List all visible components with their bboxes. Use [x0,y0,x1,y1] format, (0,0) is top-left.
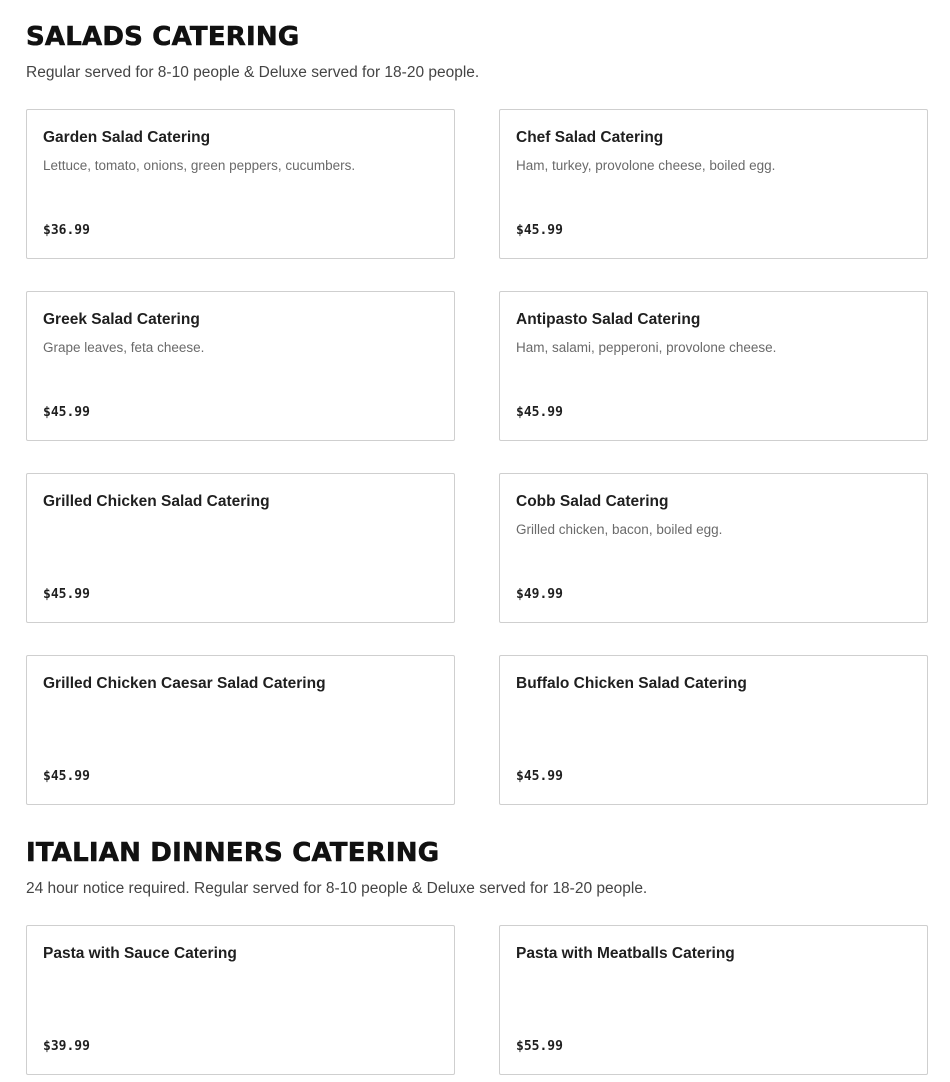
menu-item-name: Buffalo Chicken Salad Catering [516,675,747,692]
menu-item-name: Pasta with Sauce Catering [43,945,237,962]
menu-item-card[interactable] [26,291,455,441]
section-title: SALADS CATERING [26,22,300,52]
italian-dinners-section [26,838,928,1078]
menu-item-card[interactable] [26,925,455,1075]
menu-item-price: $45.99 [43,405,90,420]
menu-item-card[interactable] [499,655,928,805]
salads-section [26,22,928,812]
menu-item-price: $45.99 [43,587,90,602]
menu-item-price: $45.99 [43,769,90,784]
menu-item-name: Antipasto Salad Catering [516,311,701,328]
menu-item-grid [26,109,928,805]
menu-item-description: Ham, turkey, provolone cheese, boiled egg. [516,158,776,173]
menu-item-grid [26,925,928,1075]
menu-item-name: Grilled Chicken Caesar Salad Catering [43,675,326,692]
menu-item-price: $45.99 [516,769,563,784]
menu-item-description: Grilled chicken, bacon, boiled egg. [516,522,723,537]
menu-item-price: $49.99 [516,587,563,602]
menu-item-description: Lettuce, tomato, onions, green peppers, cucumbers. [43,158,356,173]
menu-item-price: $55.99 [516,1039,563,1054]
menu-item-price: $45.99 [516,223,563,238]
menu-item-card[interactable] [26,473,455,623]
menu-item-name: Greek Salad Catering [43,311,200,328]
menu-item-price: $45.99 [516,405,563,420]
menu-item-card[interactable] [499,473,928,623]
menu-item-price: $36.99 [43,223,90,238]
menu-item-card[interactable] [26,109,455,259]
menu-item-name: Garden Salad Catering [43,129,211,146]
section-title: ITALIAN DINNERS CATERING [26,838,440,868]
menu-item-description: Grape leaves, feta cheese. [43,340,205,355]
menu-item-card[interactable] [499,925,928,1075]
menu-item-description: Ham, salami, pepperoni, provolone cheese. [516,340,777,355]
section-description: Regular served for 8-10 people & Deluxe served for 18-20 people. [26,64,480,81]
menu-item-card[interactable] [499,109,928,259]
menu-item-card[interactable] [26,655,455,805]
menu-item-price: $39.99 [43,1039,90,1054]
menu-item-name: Cobb Salad Catering [516,493,669,510]
menu-item-card[interactable] [499,291,928,441]
section-description: 24 hour notice required. Regular served for 8-10 people & Deluxe served for 18-20 people. [26,880,648,897]
menu-item-name: Pasta with Meatballs Catering [516,945,735,962]
menu-item-name: Chef Salad Catering [516,129,664,146]
menu-item-name: Grilled Chicken Salad Catering [43,493,270,510]
